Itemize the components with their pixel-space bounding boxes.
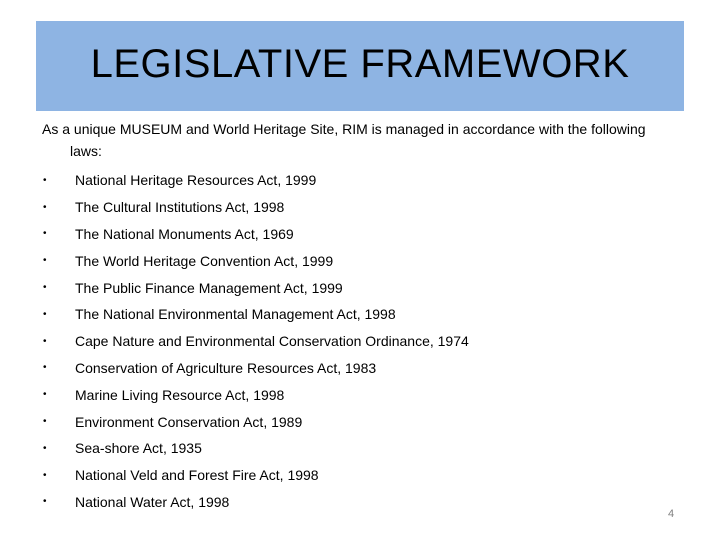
bullet-icon: • bbox=[43, 308, 47, 320]
law-name: Conservation of Agriculture Resources Act, 1983 bbox=[75, 359, 377, 376]
bullet-icon: • bbox=[43, 496, 47, 508]
page-number: 4 bbox=[668, 508, 675, 520]
law-list-item bbox=[42, 462, 469, 489]
law-list-item bbox=[42, 435, 469, 462]
bullet-icon: • bbox=[43, 174, 47, 186]
law-name: National Water Act, 1998 bbox=[75, 493, 230, 510]
law-name: Sea-shore Act, 1935 bbox=[75, 440, 202, 457]
law-list-item bbox=[42, 381, 469, 408]
law-name: Environment Conservation Act, 1989 bbox=[75, 413, 303, 430]
law-list-item bbox=[42, 194, 469, 221]
law-list-item bbox=[42, 489, 469, 516]
bullet-icon: • bbox=[43, 362, 47, 374]
law-name: The National Monuments Act, 1969 bbox=[75, 225, 294, 242]
law-list-item bbox=[42, 247, 469, 274]
law-name: The National Environmental Management Act, 1998 bbox=[75, 306, 396, 323]
bullet-icon: • bbox=[43, 389, 47, 401]
law-list-item bbox=[42, 301, 469, 328]
bullet-icon: • bbox=[43, 442, 47, 454]
bullet-icon: • bbox=[43, 201, 47, 213]
bullet-icon: • bbox=[43, 335, 47, 347]
law-name: The Public Finance Management Act, 1999 bbox=[75, 279, 343, 296]
law-list bbox=[42, 167, 469, 515]
bullet-icon: • bbox=[43, 228, 47, 240]
bullet-icon: • bbox=[43, 282, 47, 294]
law-name: National Heritage Resources Act, 1999 bbox=[75, 172, 317, 189]
law-list-item bbox=[42, 221, 469, 248]
law-list-item bbox=[42, 355, 469, 382]
law-name: Marine Living Resource Act, 1998 bbox=[75, 386, 285, 403]
law-name: Cape Nature and Environmental Conservation Ordinance, 1974 bbox=[75, 333, 469, 350]
law-name: National Veld and Forest Fire Act, 1998 bbox=[75, 467, 319, 484]
law-list-item bbox=[42, 167, 469, 194]
slide-title: LEGISLATIVE FRAMEWORK bbox=[90, 41, 630, 86]
law-list-item bbox=[42, 274, 469, 301]
law-list-item bbox=[42, 328, 469, 355]
intro-paragraph: As a unique MUSEUM and World Heritage Site, RIM is managed in accordance with the following laws: bbox=[42, 121, 646, 159]
bullet-icon: • bbox=[43, 469, 47, 481]
law-name: The Cultural Institutions Act, 1998 bbox=[75, 199, 285, 216]
law-list-item bbox=[42, 408, 469, 435]
bullet-icon: • bbox=[43, 416, 47, 428]
bullet-icon: • bbox=[43, 255, 47, 267]
title-banner bbox=[36, 21, 684, 111]
law-name: The World Heritage Convention Act, 1999 bbox=[75, 252, 334, 269]
